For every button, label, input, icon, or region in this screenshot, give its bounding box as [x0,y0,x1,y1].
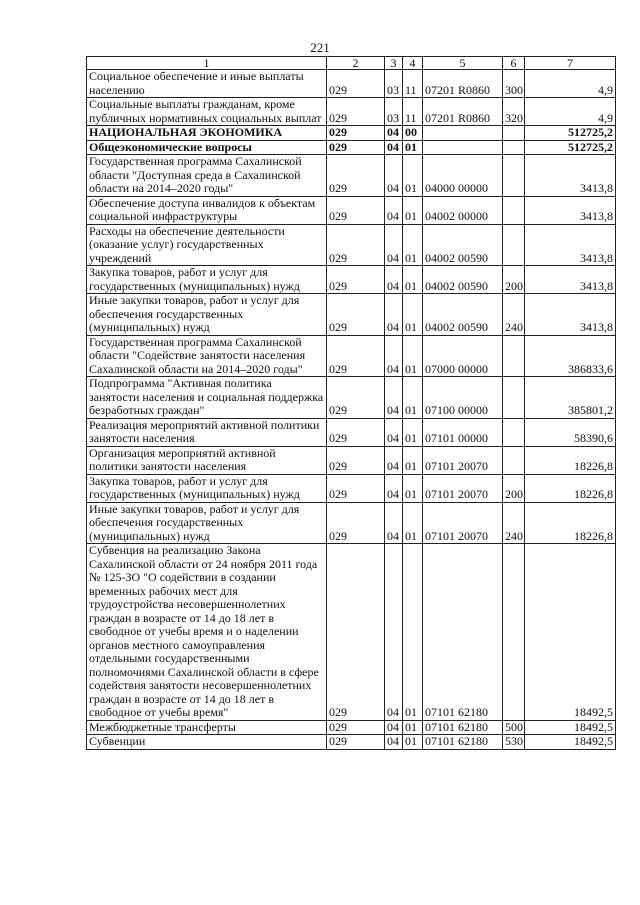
table-row [87,294,616,336]
code-cell: 029 [327,544,385,721]
section-cell: 04 [385,126,403,141]
table-row [87,735,616,750]
section-cell: 04 [385,224,403,266]
subsection-cell: 01 [403,140,423,155]
amount-cell: 3413,8 [525,294,616,336]
row-name-cell: Подпрограмма "Активная политика занятости населения и социальная поддержка безработных граждан" [87,377,327,419]
code-cell: 029 [327,126,385,141]
row-name-cell: Закупка товаров, работ и услуг для государственных (муниципальных) нужд [87,266,327,294]
expense-type-cell [503,446,525,474]
target-article-cell: 07201 R0860 [423,70,503,98]
budget-table [86,56,616,750]
expense-type-cell: 200 [503,474,525,502]
expense-type-cell [503,418,525,446]
code-cell: 029 [327,266,385,294]
header-cell: 7 [525,57,616,70]
subsection-cell: 11 [403,98,423,126]
section-cell: 04 [385,140,403,155]
code-cell: 029 [327,155,385,197]
amount-cell: 4,9 [525,70,616,98]
section-cell: 03 [385,70,403,98]
row-name-cell: Государственная программа Сахалинской области "Содействие занятости населения Сахалинской области на 2014–2020 годы" [87,335,327,377]
section-cell: 04 [385,502,403,544]
row-name-cell: Закупка товаров, работ и услуг для государственных (муниципальных) нужд [87,474,327,502]
target-article-cell: 04002 00590 [423,224,503,266]
expense-type-cell [503,377,525,419]
expense-type-cell [503,126,525,141]
code-cell: 029 [327,196,385,224]
section-cell: 04 [385,474,403,502]
amount-cell: 3413,8 [525,224,616,266]
target-article-cell: 04002 00000 [423,196,503,224]
table-header-row [87,57,616,70]
row-name-cell: Межбюджетные трансферты [87,720,327,735]
subsection-cell: 01 [403,474,423,502]
table-row [87,266,616,294]
expense-type-cell: 240 [503,502,525,544]
code-cell: 029 [327,377,385,419]
subsection-cell: 01 [403,502,423,544]
expense-type-cell [503,155,525,197]
subsection-cell: 01 [403,544,423,721]
expense-type-cell [503,544,525,721]
row-name-cell: Организация мероприятий активной политики занятости населения [87,446,327,474]
section-cell: 04 [385,377,403,419]
row-name-cell: Социальное обеспечение и иные выплаты населению [87,70,327,98]
subsection-cell: 01 [403,377,423,419]
row-name-cell: Государственная программа Сахалинской области "Доступная среда в Сахалинской области на 2014–2020 годы" [87,155,327,197]
table-row [87,502,616,544]
row-name-cell: Социальные выплаты гражданам, кроме публичных нормативных социальных выплат [87,98,327,126]
section-cell: 04 [385,294,403,336]
code-cell: 029 [327,224,385,266]
amount-cell: 512725,2 [525,126,616,141]
subsection-cell: 11 [403,70,423,98]
subsection-cell: 01 [403,266,423,294]
page-number: 221 [310,40,330,55]
table-row [87,70,616,98]
code-cell: 029 [327,70,385,98]
target-article-cell: 04002 00590 [423,266,503,294]
header-cell: 1 [87,57,327,70]
table-row [87,474,616,502]
target-article-cell: 07101 62180 [423,720,503,735]
row-name-cell: Субвенции [87,735,327,750]
code-cell: 029 [327,446,385,474]
expense-type-cell [503,140,525,155]
subsection-cell: 01 [403,335,423,377]
code-cell: 029 [327,735,385,750]
amount-cell: 58390,6 [525,418,616,446]
expense-type-cell: 300 [503,70,525,98]
row-name-cell: Реализация мероприятий активной политики занятости населения [87,418,327,446]
subsection-cell: 01 [403,418,423,446]
subsection-cell: 01 [403,735,423,750]
row-name-cell: Расходы на обеспечение деятельности (оказание услуг) государственных учреждений [87,224,327,266]
target-article-cell: 07101 20070 [423,502,503,544]
expense-type-cell: 240 [503,294,525,336]
target-article-cell: 07101 20070 [423,474,503,502]
code-cell: 029 [327,418,385,446]
target-article-cell: 07000 00000 [423,335,503,377]
target-article-cell: 07101 62180 [423,735,503,750]
subsection-cell: 00 [403,126,423,141]
table-row [87,720,616,735]
section-cell: 04 [385,544,403,721]
amount-cell: 3413,8 [525,196,616,224]
section-cell: 03 [385,98,403,126]
table-row [87,140,616,155]
header-cell: 4 [403,57,423,70]
header-cell: 3 [385,57,403,70]
table-row [87,196,616,224]
header-cell: 6 [503,57,525,70]
section-cell: 04 [385,155,403,197]
subsection-cell: 01 [403,294,423,336]
expense-type-cell: 530 [503,735,525,750]
target-article-cell: 07101 20070 [423,446,503,474]
row-name-cell: НАЦИОНАЛЬНАЯ ЭКОНОМИКА [87,126,327,141]
subsection-cell: 01 [403,446,423,474]
table-row [87,126,616,141]
section-cell: 04 [385,735,403,750]
target-article-cell: 07101 62180 [423,544,503,721]
amount-cell: 512725,2 [525,140,616,155]
table-row [87,335,616,377]
subsection-cell: 01 [403,720,423,735]
table-row [87,98,616,126]
expense-type-cell [503,335,525,377]
expense-type-cell [503,224,525,266]
table-row [87,418,616,446]
target-article-cell [423,140,503,155]
amount-cell: 18226,8 [525,502,616,544]
section-cell: 04 [385,196,403,224]
amount-cell: 3413,8 [525,155,616,197]
table-row [87,377,616,419]
code-cell: 029 [327,140,385,155]
expense-type-cell: 500 [503,720,525,735]
amount-cell: 18492,5 [525,735,616,750]
amount-cell: 4,9 [525,98,616,126]
section-cell: 04 [385,266,403,294]
target-article-cell: 07101 00000 [423,418,503,446]
row-name-cell: Субвенция на реализацию Закона Сахалинской области от 24 ноября 2011 года № 125-ЗО "О содействии в создании временных рабочих мест для трудоустройства несовершеннолетних граждан в возрасте от 14 до 18 лет в свободное от учебы время и о наделении органов местного самоуправления отдельными государственными полномочиями Сахалинской области в сфере содействия занятости несовершеннолетних граждан в возрасте от 14 до 18 лет в свободное от учебы время" [87,544,327,721]
amount-cell: 18492,5 [525,720,616,735]
code-cell: 029 [327,502,385,544]
target-article-cell [423,126,503,141]
table-row [87,224,616,266]
target-article-cell: 04000 00000 [423,155,503,197]
row-name-cell: Иные закупки товаров, работ и услуг для обеспечения государственных (муниципальных) нужд [87,294,327,336]
row-name-cell: Общеэкономические вопросы [87,140,327,155]
subsection-cell: 01 [403,155,423,197]
row-name-cell: Иные закупки товаров, работ и услуг для обеспечения государственных (муниципальных) нужд [87,502,327,544]
expense-type-cell [503,196,525,224]
row-name-cell: Обеспечение доступа инвалидов к объектам социальной инфраструктуры [87,196,327,224]
table-row [87,544,616,721]
code-cell: 029 [327,720,385,735]
section-cell: 04 [385,720,403,735]
header-cell: 5 [423,57,503,70]
target-article-cell: 04002 00590 [423,294,503,336]
code-cell: 029 [327,98,385,126]
table-row [87,446,616,474]
section-cell: 04 [385,446,403,474]
expense-type-cell: 200 [503,266,525,294]
code-cell: 029 [327,474,385,502]
expense-type-cell: 320 [503,98,525,126]
subsection-cell: 01 [403,196,423,224]
code-cell: 029 [327,335,385,377]
table-row [87,155,616,197]
amount-cell: 18226,8 [525,446,616,474]
header-cell: 2 [327,57,385,70]
amount-cell: 386833,6 [525,335,616,377]
subsection-cell: 01 [403,224,423,266]
amount-cell: 18226,8 [525,474,616,502]
section-cell: 04 [385,418,403,446]
target-article-cell: 07201 R0860 [423,98,503,126]
amount-cell: 18492,5 [525,544,616,721]
table-body [87,57,616,750]
amount-cell: 3413,8 [525,266,616,294]
section-cell: 04 [385,335,403,377]
amount-cell: 385801,2 [525,377,616,419]
target-article-cell: 07100 00000 [423,377,503,419]
code-cell: 029 [327,294,385,336]
